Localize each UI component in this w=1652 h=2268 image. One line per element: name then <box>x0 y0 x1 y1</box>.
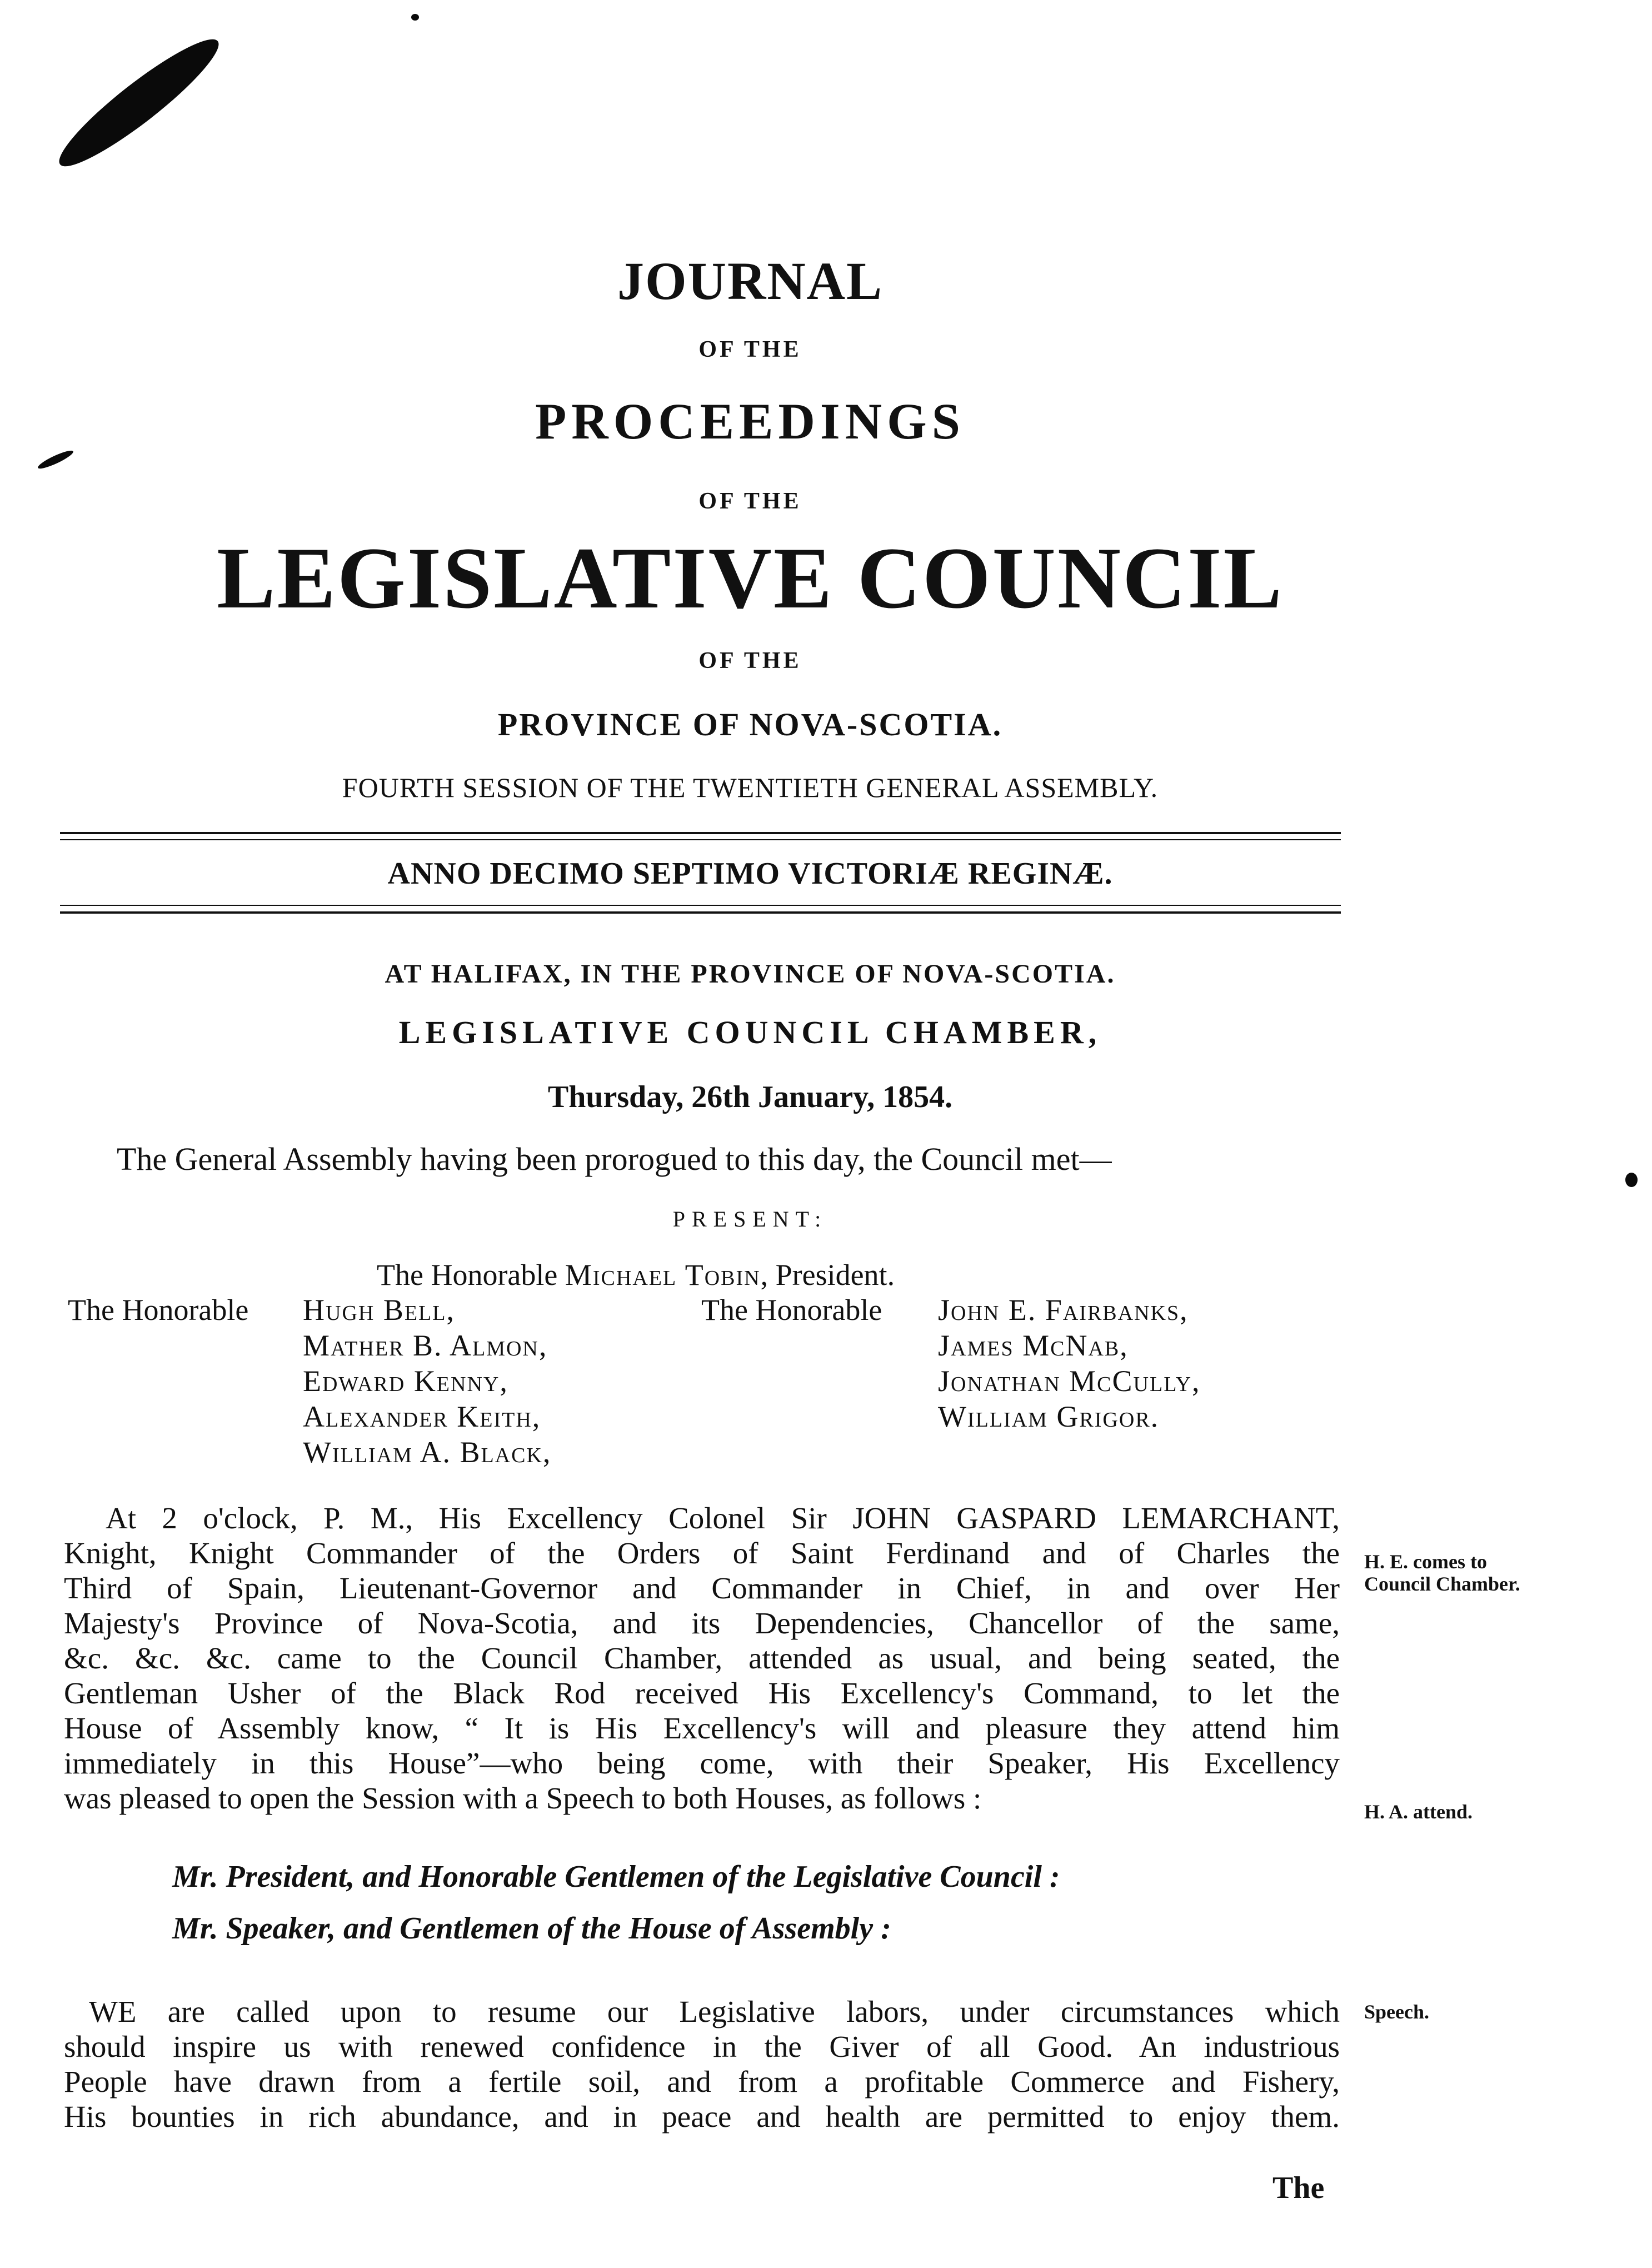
opening-sentence: The General Assembly having been prorogued to this day, the Council met— <box>117 1141 1112 1177</box>
sitting-place: AT HALIFAX, IN THE PROVINCE OF NOVA-SCOTIA. <box>385 959 1116 989</box>
president-suffix: , President. <box>760 1258 895 1292</box>
address-line-2: Mr. Speaker, and Gentlemen of the House of Assembly : <box>172 1911 891 1946</box>
paragraph-line: WE are called upon to resume our Legislative labors, under circumstances which <box>89 1995 1340 2028</box>
member-name: Edward Kenny, <box>303 1364 508 1398</box>
title-journal: JOURNAL <box>617 251 883 311</box>
ink-speck <box>411 14 419 21</box>
paragraph-line: House of Assembly know, “ It is His Excellency's will and pleasure they attend him <box>64 1711 1340 1745</box>
member-name: Mather B. Almon, <box>303 1329 548 1362</box>
session-line: FOURTH SESSION OF THE TWENTIETH GENERAL ASSEMBLY. <box>342 772 1159 803</box>
paragraph-line: Gentleman Usher of the Black Rod received His Excellency's Command, to let the <box>64 1676 1340 1710</box>
member-name: Jonathan McCully, <box>938 1364 1201 1398</box>
left-members-list <box>303 1292 551 1470</box>
anno-line: ANNO DECIMO SEPTIMO VICTORIÆ REGINÆ. <box>387 856 1113 891</box>
paragraph-line: should inspire us with renewed confidence in the Giver of all Good. An industrious <box>64 2030 1340 2063</box>
top-rule-thick <box>60 832 1341 834</box>
speech-paragraph <box>64 1994 1340 2134</box>
president-name: Michael Tobin <box>565 1258 761 1292</box>
margin-note-line: H. E. comes to <box>1364 1551 1487 1573</box>
paragraph-line: His bounties in rich abundance, and in peace and health are permitted to enjoy them. <box>64 2100 1340 2134</box>
member-name: John E. Fairbanks, <box>938 1293 1189 1327</box>
title-province: PROVINCE OF NOVA-SCOTIA. <box>497 706 1003 742</box>
sitting-chamber: LEGISLATIVE COUNCIL CHAMBER, <box>398 1014 1102 1050</box>
paragraph-line: Majesty's Province of Nova-Scotia, and its Dependencies, Chancellor of the same, <box>64 1606 1340 1640</box>
president-prefix: The Honorable <box>377 1258 558 1292</box>
right-members-list <box>938 1292 1201 1434</box>
member-name: William A. Black, <box>303 1435 552 1469</box>
paragraph-line: immediately in this House”—who being come, with their Speaker, His Excellency <box>64 1746 1340 1780</box>
catchword: The <box>1272 2171 1325 2205</box>
right-members-prefix: The Honorable <box>701 1293 882 1327</box>
bottom-rule-thick <box>60 911 1341 914</box>
member-name: Hugh Bell, <box>303 1293 455 1327</box>
opening-paragraph <box>64 1501 1340 1816</box>
top-rule-thin <box>60 839 1341 840</box>
title-proceedings: PROCEEDINGS <box>535 393 965 450</box>
member-name: James McNab, <box>938 1329 1129 1362</box>
paragraph-line: Knight, Knight Commander of the Orders of Saint Ferdinand and of Charles the <box>64 1536 1340 1570</box>
address-line-1: Mr. President, and Honorable Gentlemen of the Legislative Council : <box>172 1860 1060 1894</box>
member-name: Alexander Keith, <box>303 1400 541 1433</box>
of-the-3: OF THE <box>698 648 802 674</box>
of-the-1: OF THE <box>698 337 802 362</box>
paragraph-line: was pleased to open the Session with a Speech to both Houses, as follows : <box>64 1781 982 1815</box>
paragraph-line: &c. &c. &c. came to the Council Chamber, attended as usual, and being seated, the <box>64 1641 1340 1675</box>
sitting-date: Thursday, 26th January, 1854. <box>547 1080 953 1114</box>
left-members-prefix: The Honorable <box>68 1293 249 1327</box>
member-name: William Grigor. <box>938 1400 1160 1433</box>
paragraph-line: Third of Spain, Lieutenant-Governor and Commander in Chief, in and over Her <box>64 1571 1340 1605</box>
present-label: PRESENT: <box>672 1207 828 1232</box>
margin-note-speech: Speech. <box>1364 2001 1429 2023</box>
of-the-2: OF THE <box>698 489 802 514</box>
title-legislative-council: LEGISLATIVE COUNCIL <box>217 530 1284 627</box>
margin-note-comes <box>1364 1551 1520 1595</box>
margin-note-line: Council Chamber. <box>1364 1573 1520 1595</box>
ink-speck <box>1625 1173 1638 1187</box>
margin-note-attend: H. A. attend. <box>1364 1801 1473 1823</box>
paragraph-line: At 2 o'clock, P. M., His Excellency Colonel Sir JOHN GASPARD LEMARCHANT, <box>106 1501 1340 1535</box>
ink-speck <box>36 448 74 471</box>
ink-blot <box>48 26 230 180</box>
paragraph-line: People have drawn from a fertile soil, and from a profitable Commerce and Fishery, <box>64 2065 1340 2098</box>
bottom-rule-thin <box>60 905 1341 906</box>
president-line <box>377 1257 895 1293</box>
